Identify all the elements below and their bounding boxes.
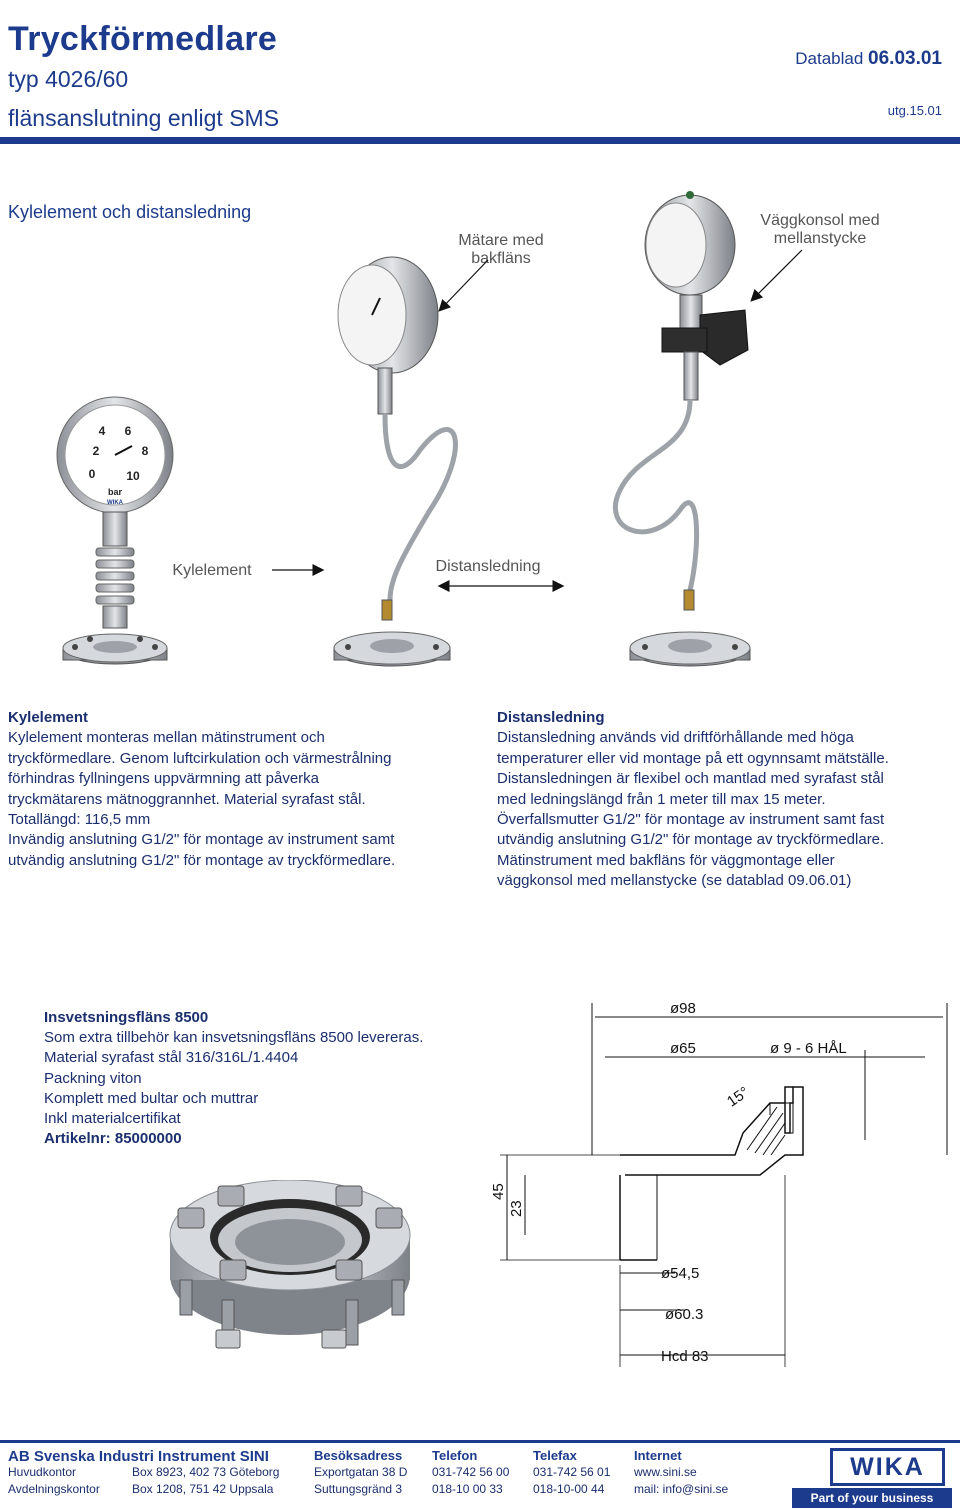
- kylelement-line: Invändig anslutning G1/2" för montage av instrument samt: [8, 831, 395, 849]
- distansledning-line: Mätinstrument med bakfläns för väggmontage eller: [497, 851, 835, 869]
- office-box: Box 8923, 402 73 Göteborg: [132, 1465, 280, 1479]
- datablad-label: Datablad: [795, 49, 864, 68]
- dial-number: 10: [126, 469, 140, 483]
- distansledning-line: väggkonsol med mellanstycke (se datablad 09.06.01): [497, 872, 852, 890]
- col-internet: Internet: [634, 1448, 682, 1463]
- distansledning-line: med ledningslängd från 1 meter till max 15 meter.: [497, 790, 826, 808]
- insvetsningsflans-line: Material syrafast stål 316/316L/1.4404: [44, 1049, 299, 1067]
- kylelement-line: förhindras fyllningens uppvärmning att påverka: [8, 770, 320, 788]
- kylelement-line: tryckmätarens mätnoggrannhet. Material syrafast stål.: [8, 790, 366, 808]
- distansledning-line: Distansledningen är flexibel och mantlad med syrafast stål: [497, 770, 884, 788]
- company-name: AB Svenska Industri Instrument SINI: [8, 1448, 269, 1465]
- product-illustration: [0, 150, 960, 700]
- insvetsningsflans-line: Packning viton: [44, 1069, 142, 1087]
- page-title: Tryckförmedlare: [8, 20, 278, 58]
- article-number: Artikelnr: 85000000: [44, 1130, 182, 1148]
- wika-slogan: Part of your business: [792, 1488, 952, 1508]
- dim-d98: ø98: [670, 1000, 696, 1017]
- distansledning-heading: Distansledning: [497, 709, 605, 726]
- label-matare: Mätare med bakfläns: [458, 232, 544, 267]
- kylelement-assembly: [57, 397, 173, 664]
- dial-number: 0: [88, 467, 96, 481]
- distansledning-line: Distansledning används vid driftförhållande med höga: [497, 729, 854, 747]
- office-phone: 031-742 56 00: [432, 1465, 510, 1479]
- technical-drawing: [485, 995, 955, 1385]
- distansledning-line: utvändig anslutning G1/2" för montage av tryckförmedlare.: [497, 831, 885, 849]
- distansledning-line: temperaturer eller vid montage på ett ogynnsamt mätställe.: [497, 749, 889, 767]
- office-address: Suttungsgränd 3: [314, 1482, 403, 1496]
- footer-table: [8, 1448, 734, 1499]
- dim-h23: 23: [508, 1200, 525, 1217]
- distansledning-line: Överfallsmutter G1/2" för montage av instrument samt fast: [497, 811, 885, 829]
- office-web[interactable]: www.sini.se: [634, 1465, 697, 1479]
- datablad-number: 06.03.01: [868, 48, 942, 69]
- office-fax: 031-742 56 01: [533, 1465, 611, 1479]
- office-row: [8, 1465, 734, 1482]
- dim-hcd: Hcd 83: [661, 1348, 709, 1365]
- distansledning-assembly-bakflans: [334, 257, 455, 666]
- insvetsningsflans-description: [44, 1008, 484, 1149]
- dial-unit: bar: [107, 487, 123, 497]
- distansledning-description: [497, 708, 952, 892]
- office-row: [8, 1482, 734, 1499]
- col-telefon: Telefon: [432, 1448, 478, 1463]
- flange-photo: [160, 1180, 430, 1380]
- dim-d603: ø60.3: [665, 1306, 704, 1323]
- insvetsningsflans-line: Som extra tillbehör kan insvetsningsfläns 8500 levereras.: [44, 1029, 424, 1047]
- header-rule: [0, 137, 960, 144]
- col-telefax: Telefax: [533, 1448, 577, 1463]
- dim-holes: ø 9 - 6 HÅL: [770, 1040, 847, 1057]
- dial-number: 6: [124, 424, 132, 438]
- office-mail[interactable]: mail: info@sini.se: [634, 1482, 729, 1496]
- kylelement-line: tryckförmedlare. Genom luftcirkulation och värmestrålning: [8, 749, 392, 767]
- insvetsningsflans-heading: Insvetsningsfläns 8500: [44, 1009, 209, 1026]
- dim-d545: ø54,5: [661, 1265, 700, 1282]
- footer-rule: [0, 1440, 960, 1443]
- label-vaggkonsol: Väggkonsol med mellanstycke: [760, 212, 880, 247]
- office-name: Huvudkontor: [8, 1465, 77, 1479]
- dim-h45: 45: [490, 1183, 507, 1200]
- office-phone: 018-10 00 33: [432, 1482, 503, 1496]
- col-besok: Besöksadress: [314, 1448, 403, 1463]
- label-distansledning: Distansledning: [435, 558, 541, 575]
- wika-logo: [830, 1448, 945, 1486]
- distansledning-assembly-vaggkonsol: [615, 191, 750, 666]
- type-line: typ 4026/60: [8, 66, 129, 92]
- section-title: Kylelement och distansledning: [8, 202, 252, 222]
- office-name: Avdelningskontor: [8, 1482, 100, 1496]
- insvetsningsflans-line: Inkl materialcertifikat: [44, 1110, 181, 1128]
- label-kylelement: Kylelement: [172, 562, 252, 579]
- dim-angle: 15°: [723, 1083, 753, 1111]
- kylelement-description: [8, 708, 468, 871]
- dial-brand: WIKA: [107, 500, 123, 506]
- edition: utg.15.01: [887, 103, 942, 118]
- insvetsningsflans-line: Komplett med bultar och muttrar: [44, 1089, 259, 1107]
- arrow-vaggkonsol: [752, 250, 802, 300]
- wika-logo-text: WIKA: [850, 1453, 925, 1481]
- kylelement-line: utvändig anslutning G1/2" för montage av tryckförmedlare.: [8, 851, 396, 869]
- dial-number: 2: [92, 444, 100, 458]
- office-address: Exportgatan 38 D: [314, 1465, 408, 1479]
- datablad-ref: [795, 48, 942, 70]
- office-box: Box 1208, 751 42 Uppsala: [132, 1482, 274, 1496]
- kylelement-heading: Kylelement: [8, 709, 89, 726]
- arrow-matare: [440, 260, 488, 310]
- flange-line: flänsanslutning enligt SMS: [8, 105, 280, 131]
- dial-number: 8: [141, 444, 149, 458]
- kylelement-line: Totallängd: 116,5 mm: [8, 811, 151, 829]
- dial-number: 4: [98, 424, 106, 438]
- dim-d65: ø65: [670, 1040, 696, 1057]
- kylelement-line: Kylelement monteras mellan mätinstrument och: [8, 729, 325, 747]
- office-fax: 018-10-00 44: [533, 1482, 605, 1496]
